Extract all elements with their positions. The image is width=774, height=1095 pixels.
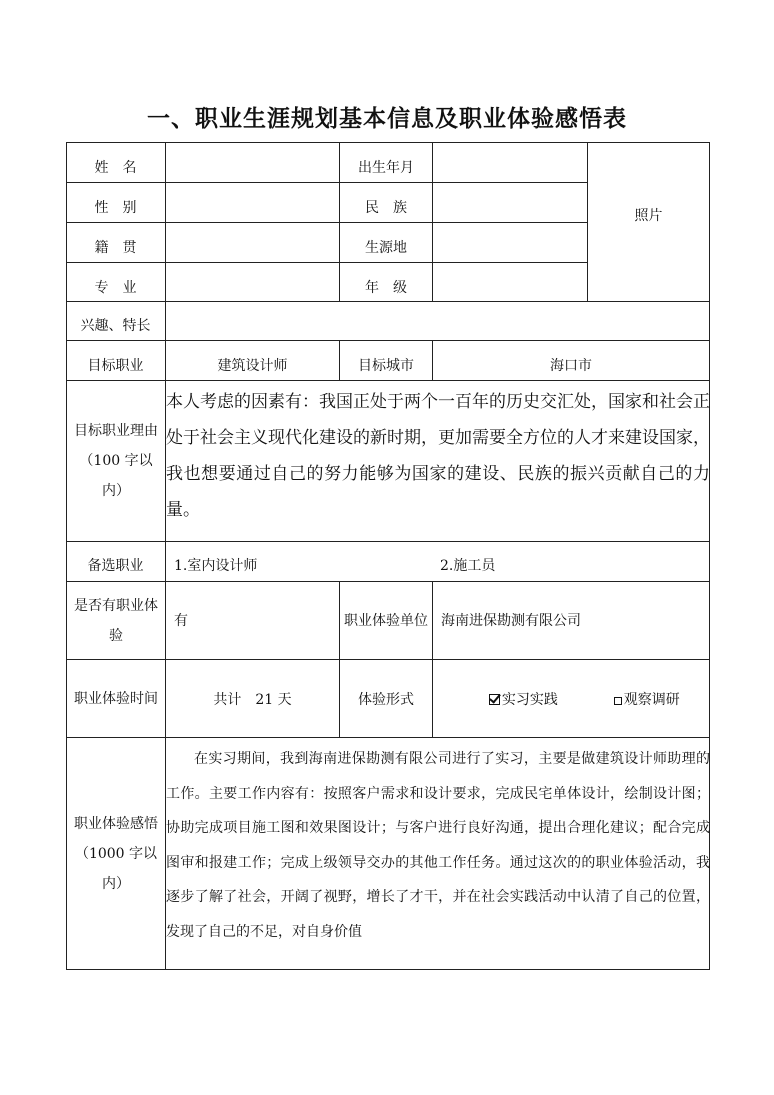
exp-unit-value[interactable]: 海南进保勘测有限公司	[441, 612, 581, 629]
target-city-label: 目标城市	[358, 357, 414, 374]
hobbies-field[interactable]	[166, 310, 709, 342]
name-label: 姓 名	[94, 159, 137, 176]
birth-label: 出生年月	[358, 159, 414, 176]
exp-time-value[interactable]: 共计 21 天	[213, 691, 292, 708]
alt-job-1[interactable]: 1.室内设计师	[174, 557, 258, 574]
birth-field[interactable]	[433, 152, 587, 184]
photo-box[interactable]: 照片	[634, 207, 663, 224]
hobbies-label: 兴趣、特长	[80, 317, 151, 334]
alt-job-2[interactable]: 2.施工员	[440, 557, 496, 574]
gender-label: 性 别	[94, 199, 137, 216]
grade-field[interactable]	[433, 272, 587, 304]
exp-form-options	[433, 684, 709, 716]
major-field[interactable]	[166, 272, 339, 304]
alt-jobs-label: 备选职业	[87, 557, 144, 574]
target-reason-text[interactable]: 本人考虑的因素有：我国正处于两个一百年的历史交汇处，国家和社会正处于社会主义现代化建设的新时期，更加需要全方位的人才来建设国家，我也想要通过自己的努力能够为国家的建设、民族的振兴贡献自己的力量。	[166, 392, 710, 520]
gender-field[interactable]	[166, 192, 339, 224]
has-experience-value[interactable]: 有	[174, 612, 188, 629]
exp-unit-label: 职业体验单位	[344, 613, 428, 629]
row-divider	[66, 737, 710, 738]
option-observation[interactable]: 观察调研	[587, 675, 680, 725]
exp-reflection-label: 职业体验感悟（1000 字以内）	[74, 815, 158, 892]
form-title: 一、职业生涯规划基本信息及职业体验感悟表	[147, 106, 627, 132]
ethnicity-label: 民 族	[365, 199, 407, 216]
grade-label: 年 级	[365, 279, 407, 296]
target-job-value[interactable]: 建筑设计师	[217, 357, 288, 374]
name-field[interactable]	[166, 152, 339, 184]
option-internship[interactable]: 实习实践	[462, 675, 558, 725]
checkbox-unchecked-icon[interactable]	[614, 697, 622, 705]
exp-reflection-text[interactable]: 在实习期间，我到海南进保勘测有限公司进行了实习，主要是做建筑设计师助理的工作。主要工作内容有：按照客户需求和设计要求，完成民宅单体设计，绘制设计图；协助完成项目施工图和效果图设计；与客户进行良好沟通，提出合理化建议；配合完成图审和报建工作；完成上级领导交办的其他工作任务。通过这次的的职业体验活动，我逐步了解了社会，开阔了视野，增长了才干，并在社会实践活动中认清了自己的位置，发现了自己的不足，对自身价值	[166, 751, 710, 940]
target-city-value[interactable]: 海口市	[550, 357, 592, 374]
origin-field[interactable]	[433, 232, 587, 264]
exp-form-label: 体验形式	[358, 691, 414, 708]
native-place-label: 籍 贯	[94, 239, 137, 256]
native-place-field[interactable]	[166, 232, 339, 264]
checkbox-checked-icon[interactable]	[489, 694, 500, 705]
row-divider	[66, 541, 710, 542]
has-experience-label: 是否有职业体验	[74, 598, 158, 644]
row-divider	[66, 659, 710, 660]
exp-time-label: 职业体验时间	[74, 691, 158, 707]
origin-label: 生源地	[365, 239, 407, 256]
target-job-label: 目标职业	[87, 357, 144, 374]
target-reason-label: 目标职业理由（100 字以内）	[74, 423, 158, 499]
ethnicity-field[interactable]	[433, 192, 587, 224]
major-label: 专 业	[94, 279, 137, 296]
